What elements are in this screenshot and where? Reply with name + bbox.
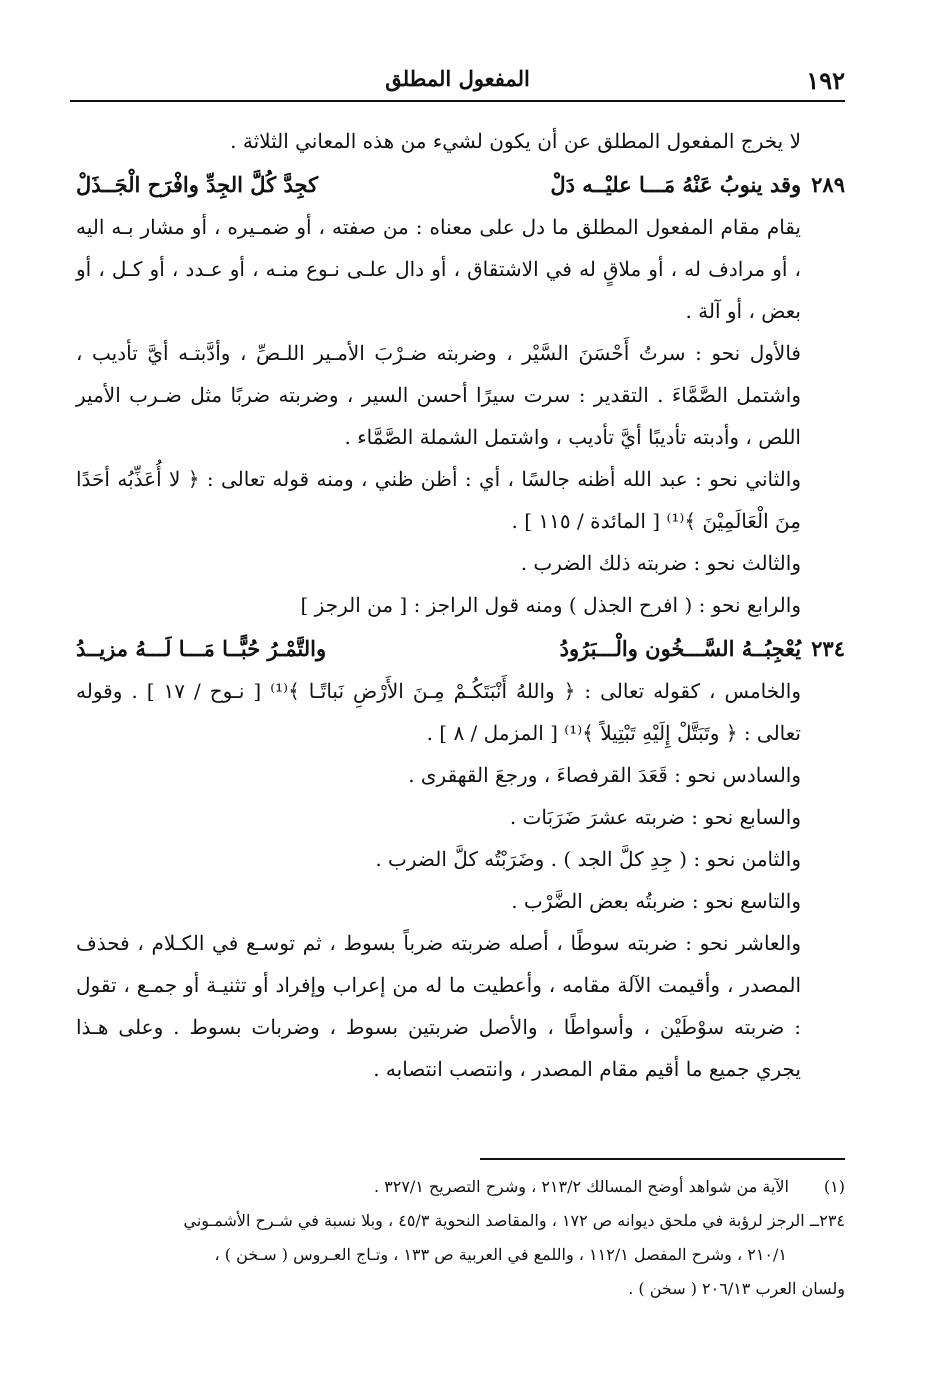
paragraph: فالأول نحو : سرتُ أَحْسَنَ السَّيْر ، وضربته ضـرْبَ الأمـير اللـصِّ ، وأدَّبتـه أيَّ تأديب ، واشتمل الصَّمَّاءَ . التقدير : سرت سيرًا أحسن السير ، وضربته ضربًا مثل ضـرب الأمير اللص ، وأدبته تأديبًا أيَّ تأديب ، واشتمل الشملة الصَّمَّاء . [76, 341, 801, 449]
page-header [70, 64, 845, 102]
paragraph: والسادس نحو : قَعَدَ القرفصاءَ ، ورجعَ القهقرى . [408, 763, 801, 787]
footnote-text: الآية من شواهد أوضح المسالك ٢١٣/٢ ، وشرح التصريح ٣٢٧/١ . [373, 1177, 789, 1196]
verse-hemistich-right: يُعْجِبُــهُ السَّـــخُون والْـــبَرُودُ [559, 635, 802, 661]
verse-234 [76, 626, 845, 670]
verse-number: ٢٣٤ [811, 635, 845, 661]
verse-hemistich-left: كجِدَّ كُلَّ الجِدِّ وافْرَح الْجَــذَلْ [76, 171, 319, 197]
verse-hemistich-left: والتَّمْـرُ حُبًّــا مَـــا لَـــهُ مزيــدُ [76, 635, 327, 661]
footnote-separator [480, 1158, 845, 1160]
paragraph: يقام مقام المفعول المطلق ما دل على معناه : من صفته ، أو ضمـيره ، أو مشار بـه اليه ، أو مرادف له ، أو ملاقٍ له في الاشتقاق ، أو دال علـى نـوع منـه ، أو عـدد ، أو كـل ، أو بعض ، أو آلة . [76, 215, 801, 323]
verse-289 [76, 162, 845, 206]
verse-hemistich-right: وقد ينوبُ عَنْهُ مَـــا عليْــه دَلْ [550, 171, 802, 197]
paragraph: والسابع نحو : ضربته عشرَ ضَرَبَات . [509, 805, 801, 829]
paragraph: والتاسع نحو : ضربتُه بعض الضَّرْب . [511, 889, 801, 913]
footnote-234-continued: ٢١٠/١ ، وشرح المفصل ١١٢/١ ، واللمع في العربية ص ١٣٣ ، وتـاج العـروس ( سـخن ) ، [214, 1245, 787, 1264]
paragraph: والثامن نحو : ( جِدِ كلَّ الجد ) . وضَرَبْتُه كلَّ الضرب . [375, 847, 801, 871]
footnote-1 [76, 1170, 845, 1204]
paragraph: والخامس ، كقوله تعالى : ﴿ واللهُ أَنْبَتَكُـمْ مِـنَ الأَرْضِ نَباتًـا ﴾⁽¹⁾ [ نـوح / ١٧ ] . وقوله تعالى : ﴿ وتَبَتَّلْ إِلَيْهِ تَبْتِيلاً ﴾⁽¹⁾ [ المزمل / ٨ ] . [76, 679, 801, 745]
verse-number: ٢٨٩ [811, 171, 845, 197]
footnote-234-continued: ولسان العرب ٢٠٦/١٣ ( سخن ) . [628, 1279, 845, 1298]
paragraph: والثالث نحو : ضربته ذلك الضرب . [520, 551, 801, 575]
page-number: ١٩٢ [806, 66, 845, 95]
paragraph: والعاشر نحو : ضربته سوطًا ، أصله ضربته ضرباً بسوط ، ثم توسـع في الكـلام ، فحذف المصدر ، وأقيمت الآلة مقامه ، وأعطيت ما له من إعراب وإفراد أو تثنيـة أو جمـع ، تقول : ضربته سوْطَيْن ، وأسواطًا ، والأصل ضربتين بسوط ، وضربات بسوط . وعلى هـذا يجري جميع ما أقيم مقام المصدر ، وانتصب انتصابه . [76, 931, 801, 1081]
footnote-marker: (١) [823, 1177, 845, 1196]
footnote-234: ٢٣٤ــ الرجز لرؤبة في ملحق ديوانه ص ١٧٢ ، والمقاصد النحوية ٤٥/٣ ، وبلا نسبة في شـرح الأشمـوني [183, 1211, 845, 1230]
paragraph: لا يخرج المفعول المطلق عن أن يكون لشيء من هذه المعاني الثلاثة . [230, 129, 801, 153]
paragraph: والثاني نحو : عبد الله أظنه جالسًا ، أي : أظن ظني ، ومنه قوله تعالى : ﴿ لا أُعَذِّبُه أحَدًا مِنَ الْعَالَمِيْنَ ﴾⁽¹⁾ [ المائدة / ١١٥ ] . [76, 467, 801, 533]
paragraph: والرابع نحو : ( افرح الجذل ) ومنه قول الراجز : [ من الرجز ] [300, 593, 801, 617]
main-text [76, 120, 845, 1090]
running-head: المفعول المطلق [385, 66, 530, 91]
footnotes [76, 1170, 845, 1306]
